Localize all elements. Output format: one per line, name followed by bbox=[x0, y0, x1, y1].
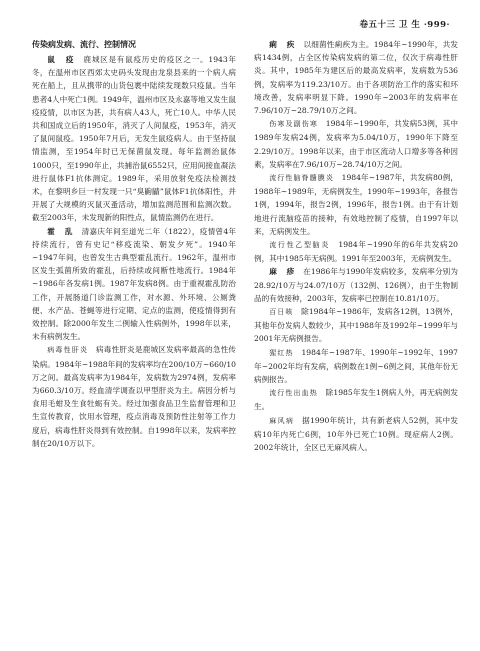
paragraph-encephalitis bbox=[254, 238, 458, 265]
paragraph-heading: 百日咳 bbox=[269, 308, 294, 317]
left-column bbox=[32, 38, 236, 450]
page-header bbox=[24, 18, 456, 32]
paragraph-text: 1984年~1990年的6年共发病20例，其中1985年无病例。1991年至2003年，无病例发生。 bbox=[254, 240, 459, 264]
paragraph-cholera bbox=[32, 225, 236, 344]
paragraph-pertussis bbox=[254, 305, 458, 346]
running-head: 卷五十三 卫 生 ·999· bbox=[359, 20, 450, 30]
right-column bbox=[254, 38, 458, 454]
paragraph-typhoid bbox=[254, 117, 458, 171]
paragraph-text: 据1990年统计，共有新老病人52例，其中发病10年内死亡6例，10年外已死亡10例。现症病人2例。2002年统计，全区已无麻风病人。 bbox=[254, 415, 459, 453]
section-title: 传染病发病、流行、控制情况 bbox=[32, 39, 136, 49]
paragraph-text: 除1984年~1986年，发病各12例，13例外，其他年份发病人数较少，其中1988年及1992年~1999年与2001年无病例报告。 bbox=[254, 307, 459, 344]
paragraph-heading: 鼠 疫 bbox=[47, 55, 76, 64]
paragraph-leprosy bbox=[254, 414, 458, 455]
paragraph-heading: 痢 疾 bbox=[269, 40, 296, 49]
paragraph-measles bbox=[254, 265, 458, 305]
paragraph-dysentery bbox=[254, 38, 458, 117]
paragraph-heading: 流行性乙型脑炎 bbox=[269, 241, 331, 250]
paragraph-heading: 流行性出血热 bbox=[269, 389, 318, 398]
paragraph-text: 清嘉庆年间至道光二年（1822），疫情曾4年持续流行，曾有史记“移疫流染、朝发夕死”。1940年~1947年间，也曾发生古典型霍乱流行。1962年，温州市区发生弧菌所致的霍乱，后持续或间断性地流行。1984年~1986年各发病1例。1987年发病8例。由于重视霍乱防治工作，开展肠道门诊监测工作，对水源、外环境、公厕粪便、水产品、苍蝇等进行定期、定点的监测，使疫情得到有效控制。除2000年发生二例输入性病例外，1998年以来，未有病例发生。 bbox=[32, 226, 237, 342]
paragraph-scarlet-fever bbox=[254, 346, 458, 387]
paragraph-text: 在1986年与1990年发病较多，发病率分别为28.92/10万与24.07/10万（132例、126例），由于生物制品的有效接种，2003年，发病率已控制在10.81/10万。 bbox=[254, 267, 459, 303]
paragraph-text: 鹿城区是有鼠疫历史的疫区之一。1943年冬，在温州市区西郊太史码头发现由龙泉县来的一个病人病死在船上，且从携带的山货包裹中陆续发现数只疫鼠。当年患者4人中死亡1例。1949年，温州市区及永嘉等地又发生鼠疫疫情，以市区为甚，共有病人43人，死亡10人。中华人民共和国成立后的1950年，消灭了人间鼠疫，1953年，消灭了鼠间鼠疫。1950年7月后，无发生鼠疫病人。由于坚持鼠情监测，至1954年时已无保菌鼠发现。每年监测治鼠体1000只，至1990年止，共捕治鼠6552只，应用间接血凝法进行鼠体F1抗体测定。1989年，采用放射免疫法检测技术，在黎明乡巨一村发现一只“臭鼩鼱”鼠体F1抗体阳性，并开展了大规模的灭鼠灭蚤活动，增加监测范围和监测次数。截至2003年，未发现新的阳性点，鼠情监测仍在进行。 bbox=[32, 55, 237, 223]
paragraph-text: 以细菌性痢疾为主。1984年~1990年，共发病1434例，占全区传染病发病的第二位，仅次于病毒性肝炎。其中，1985年为建区后的最高发病率，发病数为536例，发病率为119.23/10万。由于各项防治工作的落实和环境改善，发病率明显下降。1990年~2003年的发病率在7.96/10万~28.79/10万之间。 bbox=[254, 40, 459, 116]
paragraph-text: 1984年~1990年，共发病53例，其中1989年发病24例，发病率为5.04/10万，1990年下降至2.29/10万。1998年以来，由于市区流动人口增多等各种因素，发病率在7.96/10万~28.74/10万之间。 bbox=[254, 119, 459, 169]
paragraph-hemorrhagic-fever bbox=[254, 386, 458, 413]
paragraph-meningitis bbox=[254, 171, 458, 238]
paragraph-text: 1984年~1987年、1990年~1992年、1997年~2002年均有发病，病例数在1例~6例之间，其他年份无病例报告。 bbox=[254, 347, 459, 385]
paragraph-text: 除1985年发生1例病人外，再无病例发生。 bbox=[254, 388, 458, 412]
paragraph-heading: 麻 疹 bbox=[269, 267, 296, 277]
paragraph-hepatitis bbox=[32, 343, 236, 450]
paragraph-text: 1984年~1987年，共发病80例，1988年~1989年，无病例发生，1990年~1993年，各报告1例，1994年，报告2例，1996年，报告1例。由于有计划地进行流脑疫苗的接种，有效地控制了疫情，自1997年以来，无病例发生。 bbox=[254, 173, 458, 236]
paragraph-heading: 霍 乱 bbox=[47, 226, 74, 236]
paragraph-heading: 流行性脑脊髓膜炎 bbox=[269, 174, 334, 183]
paragraph-plague bbox=[32, 53, 236, 225]
paragraph-heading: 麻风病 bbox=[269, 416, 295, 425]
paragraph-text: 病毒性肝炎是鹿城区发病率最高的急性传染病。1984年~1988年间的发病率均在200/10万~660/10万之间。最高发病率为1984年，发病数为2974例，发病率为660.3/10万。经血清学调查以甲型肝炎为主。病因分析与食用毛蚶及生食牡蛎有关。经过加强食品卫生监督管理和卫生宣传教育，饮用水管理，疫点消毒及预防性注射等工作力度后，病毒性肝炎得到有效控制。自1998年以来，发病率控制在20/10万以下。 bbox=[32, 345, 237, 448]
paragraph-heading: 伤寒及副伤寒 bbox=[269, 120, 319, 129]
paragraph-heading: 病毒性肝炎 bbox=[47, 346, 89, 355]
paragraph-heading: 猩红热 bbox=[269, 348, 294, 357]
